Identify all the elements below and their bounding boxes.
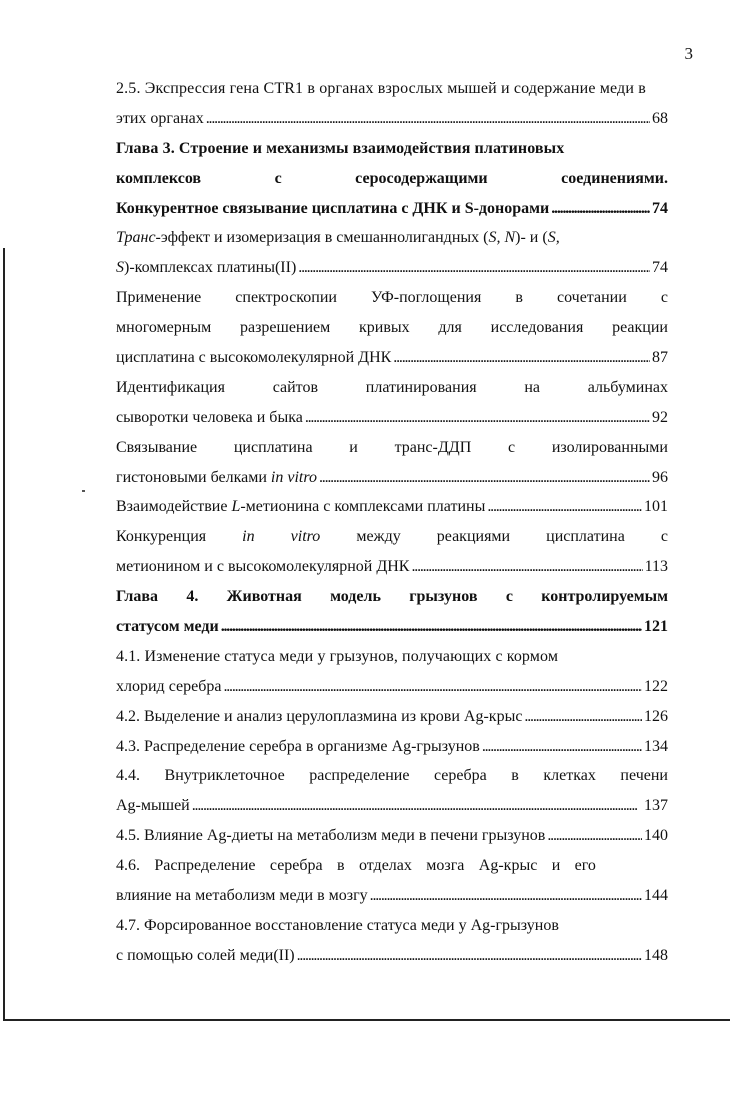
toc-word: сочетании [556,289,627,307]
toc-line [116,463,668,493]
toc-entry-text [116,253,296,283]
toc-entry-text: 2.5. Экспрессия гена CTR1 в органах взрослых мышей и содержание меди в [116,80,646,97]
toc-entry-text: 4.3. Распределение серебра в организме Ag-грызунов [116,737,480,755]
toc-page-number: 87 [652,349,668,367]
toc-word: кривых [359,319,410,337]
toc-leader-dots [547,821,642,851]
toc-line [116,881,668,911]
toc-page-number: 101 [644,498,668,516]
toc-entry-text: метионином и с высокомолекулярной ДНК [116,558,410,576]
toc-word: между [356,528,401,546]
toc-line [116,702,668,732]
toc-leader-dots [223,672,642,702]
toc-word: 4.4. [116,767,140,785]
toc-word: Конкуренция [116,528,207,546]
toc-page-number: 92 [652,408,668,426]
toc-entry-text: с помощью солей меди(II) [116,946,295,964]
toc-page-number: 140 [644,827,668,845]
toc-entry-text: 4.1. Изменение статуса меди у грызунов, получающих с кормом [116,647,559,665]
toc-line [116,283,668,313]
scan-edge-left [3,248,5,1020]
toc-word: 4.6. [116,857,140,875]
toc-entry-text [116,463,317,493]
toc-page-number: 74 [652,199,668,217]
toc-italic-text: Транс [116,229,156,247]
toc-word: мозга [426,857,465,875]
toc-entry-text: влияние на метаболизм меди в мозгу [116,887,368,905]
toc-line [116,74,668,104]
toc-word: серебра [433,767,487,785]
toc-line [116,911,668,941]
toc-page-number: 68 [652,109,668,127]
toc-word: контролируемым [541,588,668,606]
toc-word: комплексов [116,169,202,187]
toc-chapter-title: статусом меди [116,618,219,636]
toc-word: на [524,378,541,396]
toc-leader-dots [319,463,650,493]
toc-page-number: 96 [652,468,668,486]
toc-line [116,373,668,403]
toc-word: реакции [612,319,668,337]
toc-word: грызунов [409,588,478,606]
toc-line [116,403,668,433]
toc-word: соединениями. [561,169,668,187]
toc-leader-dots [411,552,642,582]
toc-word: клетках [543,767,596,785]
toc-chapter-line [116,194,668,224]
toc-page-number: 144 [644,887,668,905]
toc-italic-text: N [504,229,516,247]
toc-page-number: 122 [644,677,668,695]
toc-word: с [505,588,513,606]
toc-chapter-line [116,164,668,194]
toc-line [116,522,668,552]
toc-chapter-line [116,134,668,164]
toc-word: реакциями [436,528,511,546]
toc-chapter-line [116,612,668,642]
toc-leader-dots [524,702,642,732]
toc-word: серосодержащими [355,169,488,187]
toc-line [116,851,596,881]
toc-entry-text: )- и ( [515,229,548,247]
toc-word: альбуминах [587,378,668,396]
toc-leader-dots [551,194,650,224]
toc-italic-text: S, [488,229,501,247]
toc-leader-dots [370,881,642,911]
toc-word: Глава [116,588,158,606]
toc-entry-text: цисплатина с высокомолекулярной ДНК [116,349,392,367]
toc-line [116,223,668,253]
toc-word: vitro [290,528,321,546]
toc-entry-text: -метионина с комплексами платины [240,498,486,516]
toc-word: цисплатина [546,528,625,546]
toc-entry-text: )-комплексах платины(II) [124,259,297,277]
toc-line [116,343,668,373]
toc-line [116,552,668,582]
toc-italic-text: S [116,259,124,277]
toc-page-number: 137 [644,797,668,815]
toc-word: с [274,169,282,187]
toc-word: его [574,857,596,875]
toc-word: с [660,528,668,546]
toc-word: и [551,857,561,875]
toc-word: сайтов [272,378,319,396]
toc-entry-text: 4.7. Форсированное восстановление статуса меди у Ag-грызунов [116,916,559,934]
toc-word: в [515,289,523,307]
toc-leader-dots [221,612,642,642]
toc-leader-dots [487,492,642,522]
toc-word: Распределение [154,857,256,875]
toc-leader-dots [297,941,642,971]
toc-page-number: 121 [644,618,668,636]
toc-chapter-line [116,582,668,612]
toc-word: Внутриклеточное [164,767,285,785]
toc-leader-dots [393,343,650,373]
scan-margin-mark [82,490,85,492]
toc-page-number: 74 [652,259,668,277]
toc-word: с [660,289,668,307]
toc-entry-text: хлорид серебра [116,677,222,695]
toc-word: печени [620,767,668,785]
toc-word: модель [330,588,381,606]
toc-entry-text: этих органах [116,109,204,127]
toc-word: 4. [186,588,199,606]
toc-page-number: 148 [644,946,668,964]
toc-word: платинирования [365,378,477,396]
toc-entry-text: гистоновыми белками [116,468,267,486]
toc-line [116,642,668,672]
toc-entry-text: сыворотки человека и быка [116,408,303,426]
toc-leader-dots [305,403,650,433]
toc-word: УФ-поглощения [371,289,482,307]
toc-chapter-title: Глава 3. Строение и механизмы взаимодействия платиновых [116,139,565,157]
toc-entry-text: 4.5. Влияние Ag-диеты на метаболизм меди в печени грызунов [116,827,546,845]
toc-line [116,433,668,463]
toc-leader-dots [482,732,642,762]
toc-italic-text: L [231,498,241,516]
toc-word: для [438,319,462,337]
toc-word: Связывание [116,438,198,456]
toc-line [116,941,668,971]
toc-word: распределение [309,767,410,785]
toc-word: Идентификация [116,378,225,396]
toc-line [116,761,668,791]
toc-chapter-title: Конкурентное связывание цисплатина с ДНК и S-донорами [116,199,550,217]
toc-word: в [337,857,345,875]
toc-word: Животная [226,588,302,606]
scan-edge-bottom [3,1019,730,1021]
toc-word: разрешением [239,319,331,337]
toc-word: Ag-крыс [478,857,538,875]
toc-entry-text: -эффект и изомеризация в смешаннолигандных ( [155,229,489,247]
toc-line [116,791,668,821]
toc-line [116,492,668,522]
toc-entry-text: Ag-мышей [116,797,190,815]
toc-leader-dots [298,253,650,283]
toc-word: с [507,438,516,456]
toc-word: многомерным [116,319,212,337]
toc-line [116,672,668,702]
table-of-contents [116,74,668,971]
toc-word: в [511,767,519,785]
toc-word: изолированными [551,438,668,456]
toc-entry-text: Взаимодействие [116,498,232,516]
toc-word: Применение [116,289,202,307]
toc-line [116,104,668,134]
toc-word: исследования [490,319,584,337]
toc-italic-text: in vitro [270,468,317,486]
toc-line [116,732,668,762]
toc-word: серебра [269,857,323,875]
toc-page-number: 134 [644,737,668,755]
toc-word: отделах [358,857,412,875]
toc-page-number: 126 [644,707,668,725]
toc-leader-dots [206,104,650,134]
toc-page-number: 113 [644,558,668,576]
toc-line [116,253,668,283]
toc-line [116,821,668,851]
toc-entry-text [116,492,485,522]
toc-word: и [349,438,358,456]
toc-word: транс-ДДП [394,438,472,456]
toc-italic-text: S, [547,229,560,247]
toc-word: спектроскопии [235,289,337,307]
toc-leader-dots [192,791,642,821]
toc-word: in [242,528,255,546]
toc-line [116,313,668,343]
toc-word: цисплатина [233,438,313,456]
toc-entry-text: 4.2. Выделение и анализ церулоплазмина из крови Ag-крыс [116,707,523,725]
page-number: 3 [684,44,693,63]
